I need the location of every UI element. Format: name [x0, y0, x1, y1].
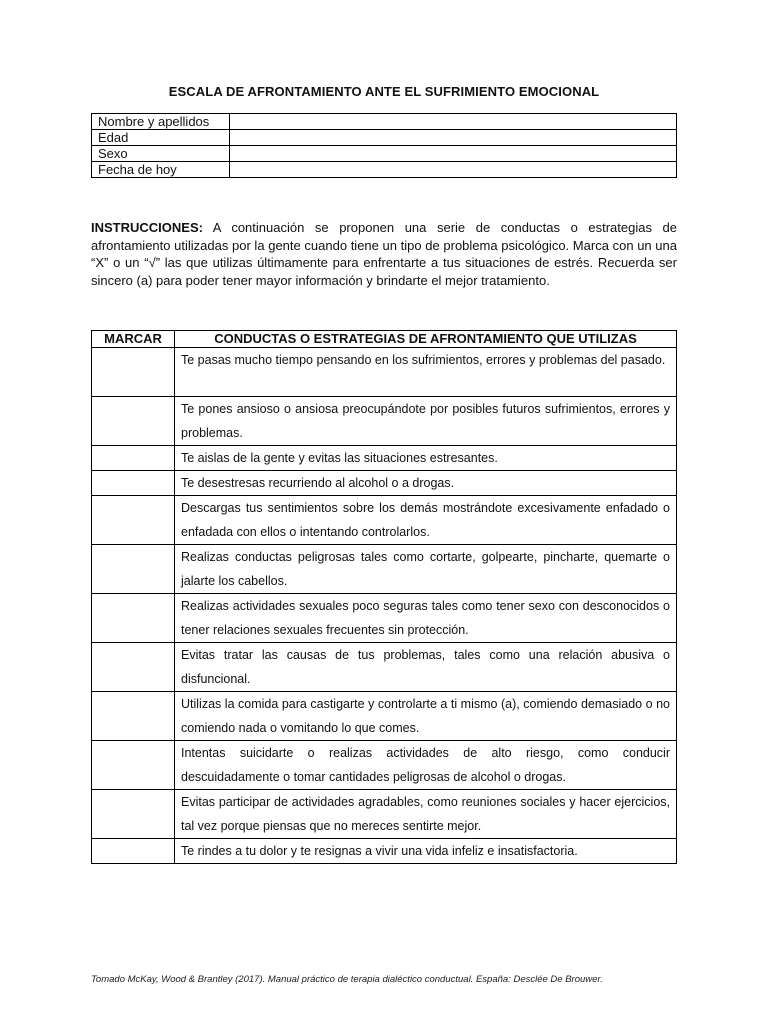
mark-cell[interactable] [92, 471, 175, 496]
mark-cell[interactable] [92, 790, 175, 839]
table-row [92, 790, 677, 839]
mark-cell[interactable] [92, 692, 175, 741]
info-value-sex[interactable] [230, 146, 677, 162]
mark-cell[interactable] [92, 643, 175, 692]
info-label-name: Nombre y apellidos [92, 114, 230, 130]
conduct-cell: Te pones ansioso o ansiosa preocupándote por posibles futuros sufrimientos, errores y problemas. [175, 397, 677, 446]
mark-cell[interactable] [92, 446, 175, 471]
table-row [92, 446, 677, 471]
mark-cell[interactable] [92, 741, 175, 790]
info-row-sex [92, 146, 677, 162]
coping-strategies-table [91, 330, 677, 864]
table-row [92, 594, 677, 643]
conduct-cell: Te desestresas recurriendo al alcohol o a drogas. [175, 471, 677, 496]
mark-cell[interactable] [92, 839, 175, 864]
conduct-cell: Evitas participar de actividades agradables, como reuniones sociales y hacer ejercicios, tal vez porque piensas que no mereces sentirte mejor. [175, 790, 677, 839]
mark-cell[interactable] [92, 397, 175, 446]
table-row [92, 496, 677, 545]
conduct-cell: Intentas suicidarte o realizas actividades de alto riesgo, como conducir descuidadamente o tomar cantidades peligrosas de alcohol o drogas. [175, 741, 677, 790]
mark-cell[interactable] [92, 545, 175, 594]
table-row [92, 839, 677, 864]
info-label-date: Fecha de hoy [92, 162, 230, 178]
conduct-cell: Te rindes a tu dolor y te resignas a vivir una vida infeliz e insatisfactoria. [175, 839, 677, 864]
conduct-cell: Te aislas de la gente y evitas las situaciones estresantes. [175, 446, 677, 471]
document-title: ESCALA DE AFRONTAMIENTO ANTE EL SUFRIMIENTO EMOCIONAL [168, 84, 600, 99]
column-header-mark: MARCAR [92, 331, 175, 348]
info-row-date [92, 162, 677, 178]
conduct-cell: Realizas actividades sexuales poco seguras tales como tener sexo con desconocidos o tener relaciones sexuales frecuentes sin protección. [175, 594, 677, 643]
mark-cell[interactable] [92, 594, 175, 643]
table-row [92, 348, 677, 397]
conduct-cell: Descargas tus sentimientos sobre los demás mostrándote excesivamente enfadado o enfadada con ellos o intentando controlarlos. [175, 496, 677, 545]
info-value-name[interactable] [230, 114, 677, 130]
mark-cell[interactable] [92, 496, 175, 545]
personal-info-table [91, 113, 677, 178]
conduct-cell: Te pasas mucho tiempo pensando en los sufrimientos, errores y problemas del pasado. [175, 348, 677, 397]
info-label-sex: Sexo [92, 146, 230, 162]
conduct-cell: Realizas conductas peligrosas tales como cortarte, golpearte, pincharte, quemarte o jalarte los cabellos. [175, 545, 677, 594]
table-row [92, 397, 677, 446]
conduct-cell: Utilizas la comida para castigarte y controlarte a ti mismo (a), comiendo demasiado o no comiendo nada o vomitando lo que comes. [175, 692, 677, 741]
instructions-label: INSTRUCCIONES: [91, 220, 203, 235]
conduct-cell: Evitas tratar las causas de tus problemas, tales como una relación abusiva o disfuncional. [175, 643, 677, 692]
info-label-age: Edad [92, 130, 230, 146]
instructions-paragraph [91, 219, 677, 289]
info-row-age [92, 130, 677, 146]
table-row [92, 545, 677, 594]
table-header-row [92, 331, 677, 348]
info-value-age[interactable] [230, 130, 677, 146]
info-value-date[interactable] [230, 162, 677, 178]
table-row [92, 741, 677, 790]
instructions-text: A continuación se proponen una serie de conductas o estrategias de afrontamiento utilizadas por la gente cuando tiene un tipo de problema psicológico. Marca con un una “X” o un “√” las que utilizas últimamente para enfrentarte a tus situaciones de estrés. Recuerda ser sincero (a) para poder tener mayor información y brindarte el mejor tratamiento. [91, 220, 677, 288]
table-row [92, 471, 677, 496]
mark-cell[interactable] [92, 348, 175, 397]
column-header-conduct: CONDUCTAS O ESTRATEGIAS DE AFRONTAMIENTO QUE UTILIZAS [175, 331, 677, 348]
info-row-name [92, 114, 677, 130]
table-row [92, 692, 677, 741]
table-row [92, 643, 677, 692]
source-citation: Tomado McKay, Wood & Brantley (2017). Manual práctico de terapia dialéctico conductual. España: Desclée De Brouwer. [91, 974, 603, 985]
